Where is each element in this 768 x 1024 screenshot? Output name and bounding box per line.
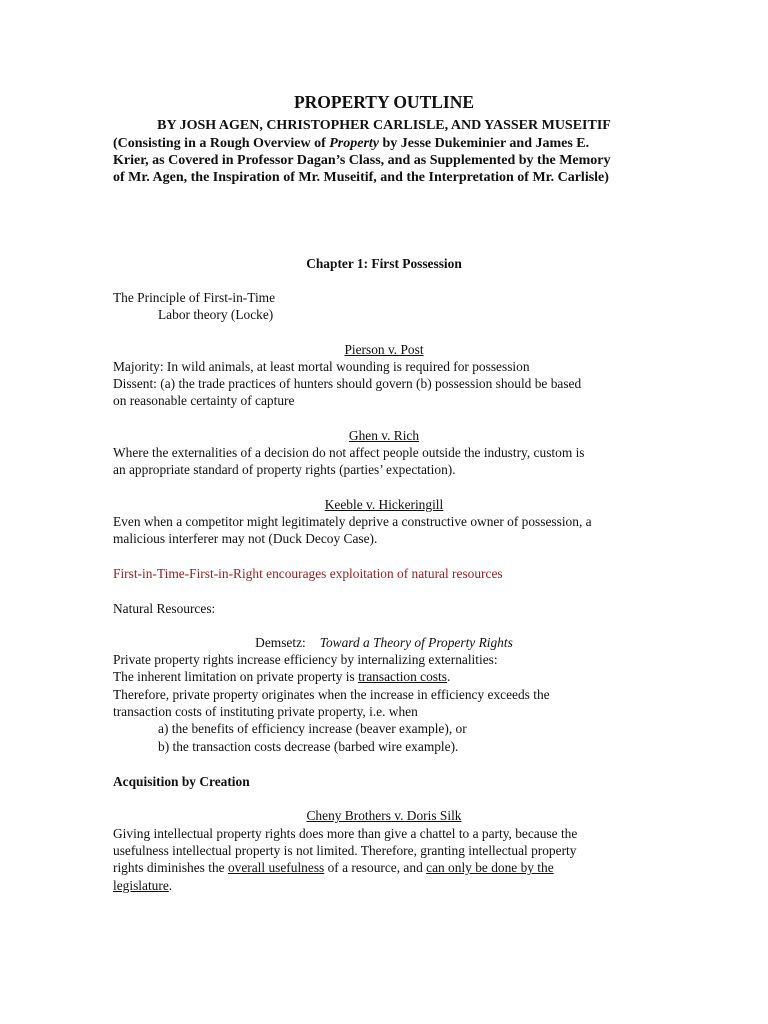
keeble-line-2: malicious interferer may not (Duck Decoy Case). (113, 531, 378, 546)
book-title: Property (329, 136, 379, 151)
cheny-line-2: usefulness intellectual property is not limited. Therefore, granting intellectual property (113, 843, 577, 858)
demsetz-item-a: a) the benefits of efficiency increase (beaver example), or (158, 721, 467, 736)
principle-heading: The Principle of First-in-Time (113, 290, 276, 305)
overall-usefulness-term: overall usefulness (227, 860, 325, 875)
cheny-line-1: Giving intellectual property rights does more than give a chattel to a party, because the (113, 826, 578, 841)
demsetz-title: Demsetz: Toward a Theory of Property Rights (255, 635, 513, 650)
ghen-line-2: an appropriate standard of property rights (parties’ expectation). (113, 462, 456, 477)
demsetz-line-4: transaction costs of instituting private property, i.e. when (113, 704, 418, 719)
cheny-line-3: rights diminishes the overall usefulness of a resource, and can only be done by the (113, 860, 554, 875)
case-title-pierson: Pierson v. Post (344, 342, 424, 357)
highlighted-note: First-in-Time-First-in-Right encourages exploitation of natural resources (113, 566, 503, 581)
demsetz-line-2: The inherent limitation on private property is transaction costs. (113, 669, 451, 684)
case-title-cheny: Cheny Brothers v. Doris Silk (306, 808, 462, 823)
subtitle-line-1 (113, 135, 589, 152)
creation-heading: Acquisition by Creation (113, 774, 250, 789)
pierson-majority: Majority: In wild animals, at least mortal wounding is required for possession (113, 359, 530, 374)
keeble-line-1: Even when a competitor might legitimately deprive a constructive owner of possession, a (113, 514, 592, 529)
subtitle-text: (Consisting in a Rough Overview of (113, 136, 330, 151)
demsetz-work: Toward a Theory of Property Rights (319, 635, 513, 650)
pierson-dissent-cont: on reasonable certainty of capture (113, 393, 295, 408)
natural-resources-heading: Natural Resources: (113, 601, 216, 616)
case-title-keeble: Keeble v. Hickeringill (324, 497, 444, 512)
authors-line: BY JOSH AGEN, CHRISTOPHER CARLISLE, AND YASSER MUSEITIF (157, 118, 611, 133)
labor-theory: Labor theory (Locke) (158, 307, 274, 322)
legislature-word: legislature (113, 878, 169, 893)
subtitle-line-2: Krier, as Covered in Professor Dagan’s Class, and as Supplemented by the Memory (113, 153, 611, 168)
subtitle-text: by Jesse Dukeminier and James E. (379, 136, 590, 151)
document-title: PROPERTY OUTLINE (293, 92, 475, 112)
demsetz-line-3: Therefore, private property originates when the increase in efficiency exceeds the (113, 687, 550, 702)
legislature-phrase: can only be done by the (426, 860, 554, 875)
ghen-line-1: Where the externalities of a decision do not affect people outside the industry, custom is (113, 445, 585, 460)
case-title-ghen: Ghen v. Rich (348, 428, 420, 443)
demsetz-line-1: Private property rights increase efficiency by internalizing externalities: (113, 652, 498, 667)
cheny-line-4: legislature. (113, 878, 173, 893)
demsetz-item-b: b) the transaction costs decrease (barbed wire example). (158, 739, 459, 754)
subtitle-line-3: of Mr. Agen, the Inspiration of Mr. Museitif, and the Interpretation of Mr. Carlisle) (113, 170, 609, 185)
pierson-dissent: Dissent: (a) the trade practices of hunters should govern (b) possession should be based (113, 376, 582, 391)
chapter-heading: Chapter 1: First Possession (306, 256, 462, 271)
transaction-costs-term: transaction costs (358, 669, 447, 684)
